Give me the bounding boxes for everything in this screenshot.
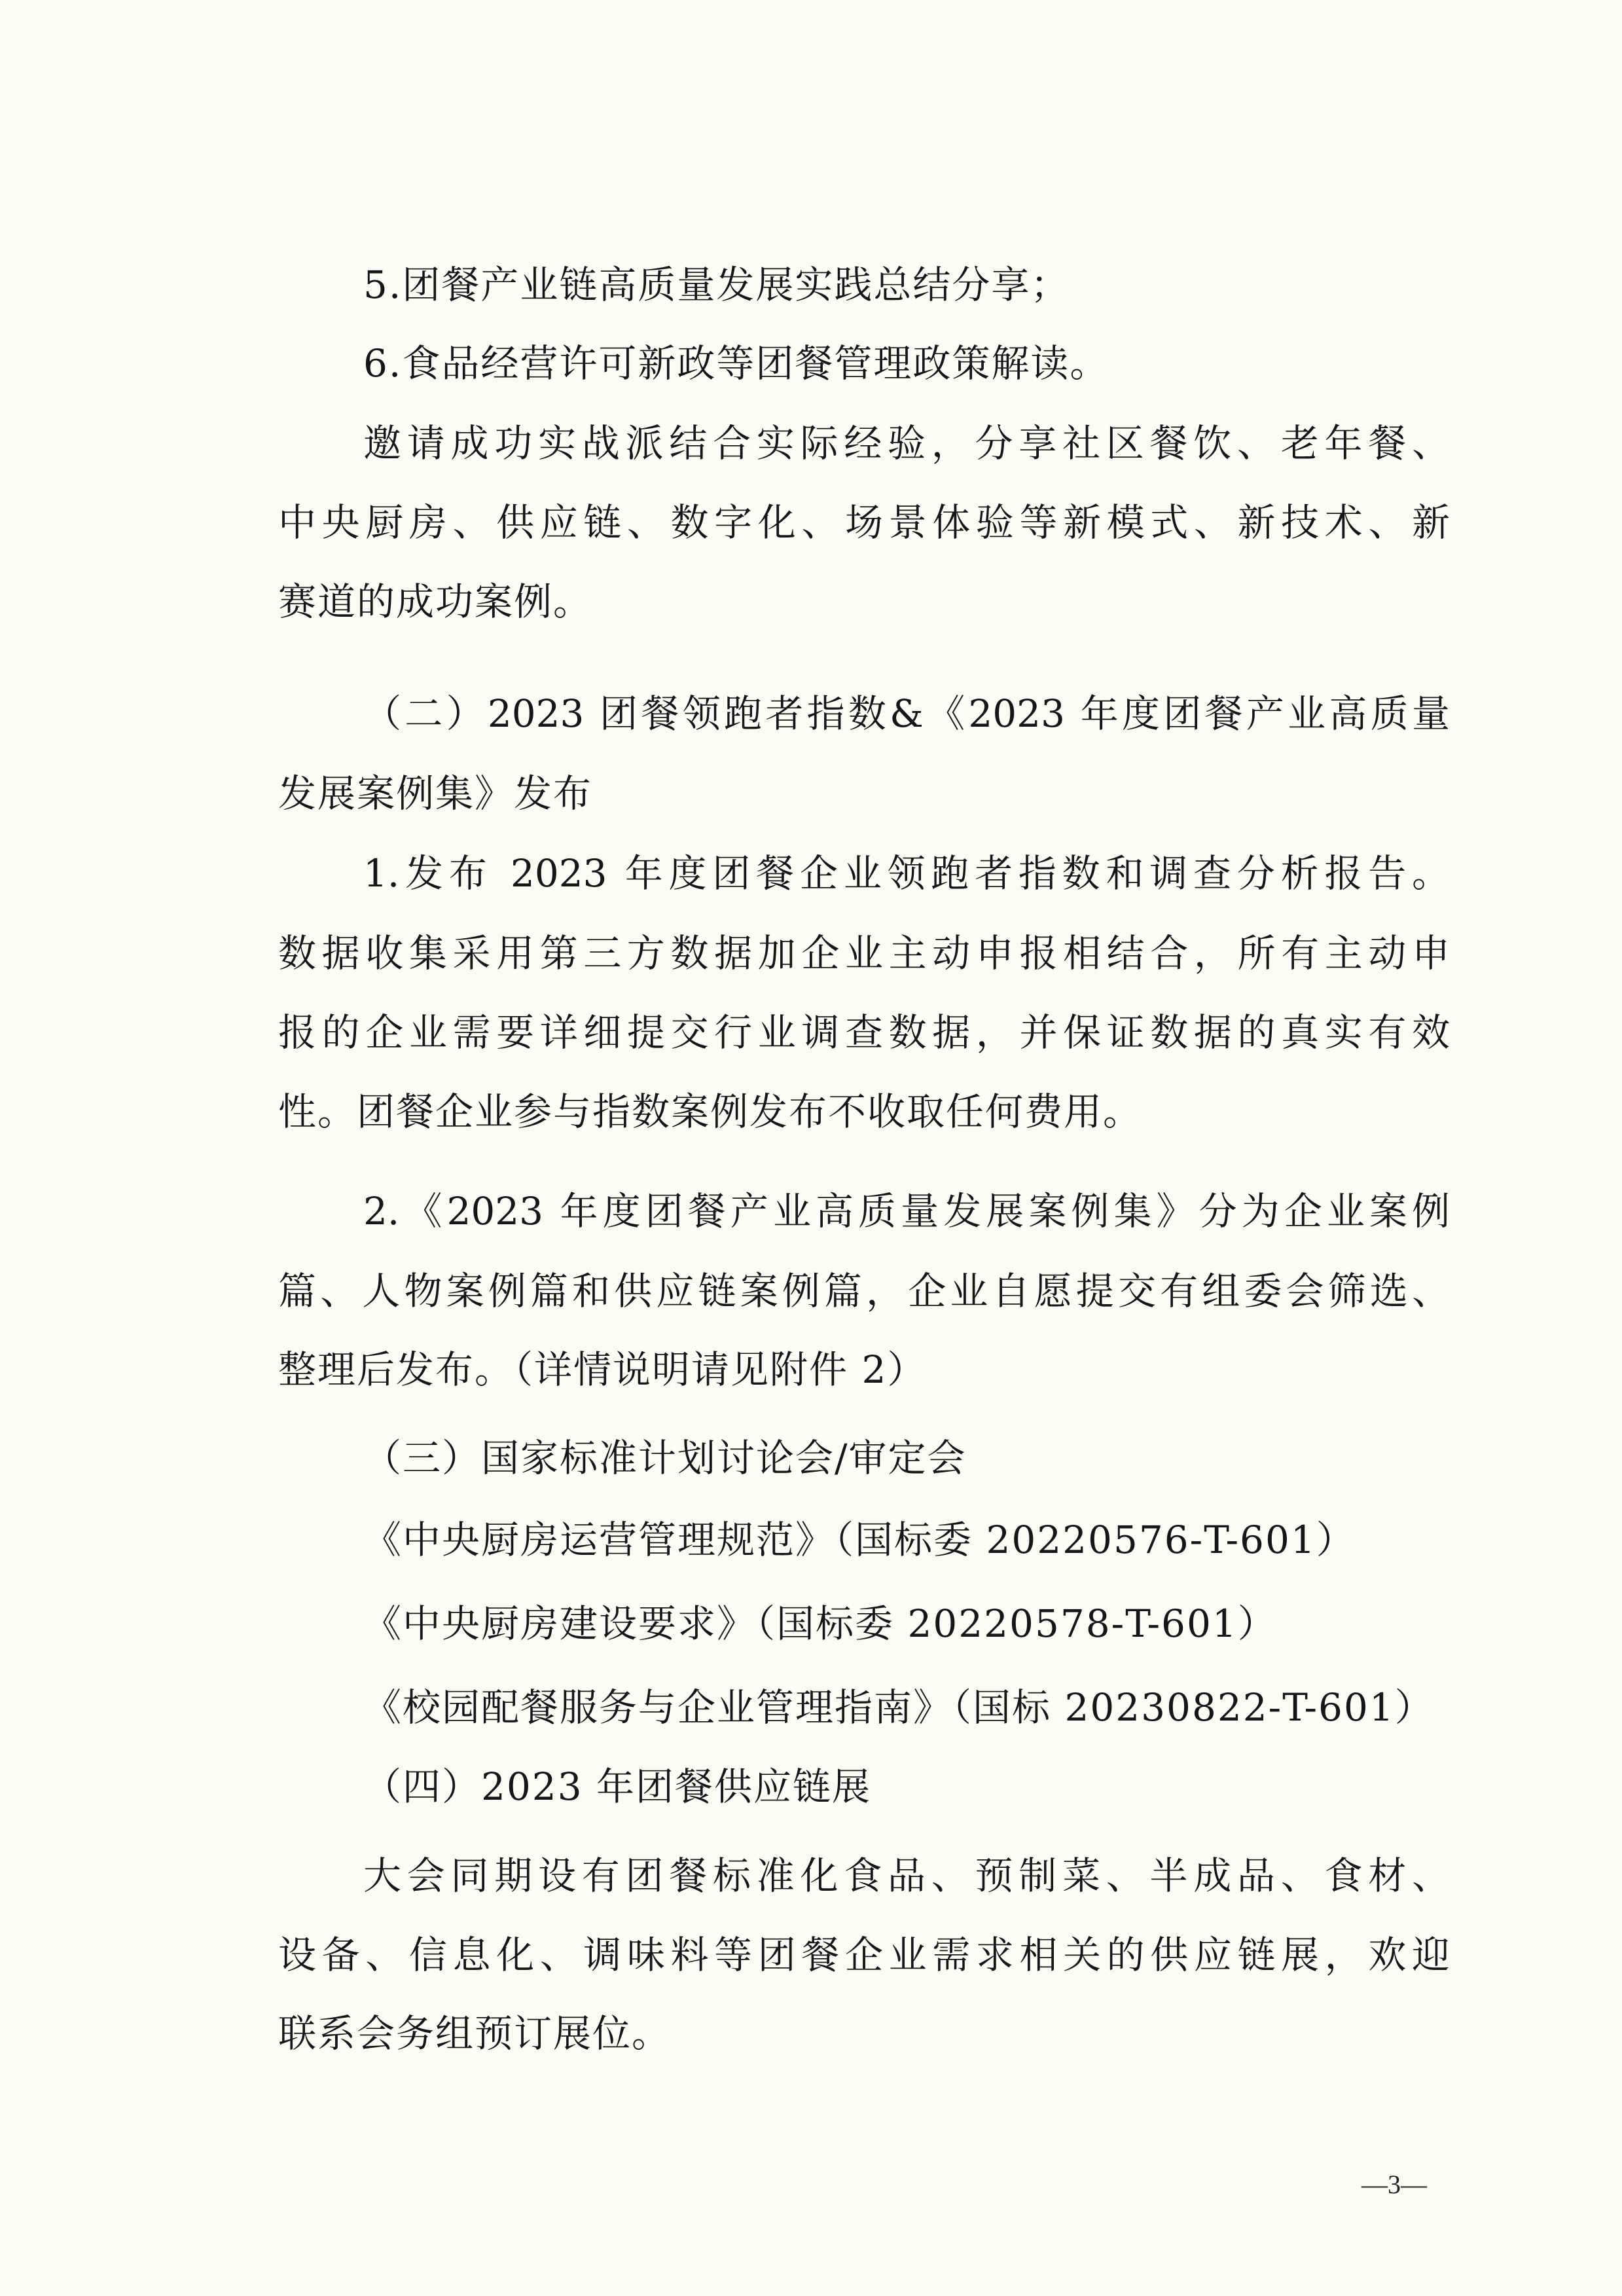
paragraph-line: 篇、人物案例篇和供应链案例篇，企业自愿提交有组委会筛选、 [278,1269,1450,1313]
standard-item: 《中央厨房运营管理规范》（国标委 20220576-T-601） [363,1518,1356,1562]
paragraph-line: 报的企业需要详细提交行业调查数据，并保证数据的真实有效 [278,1010,1450,1055]
standard-item: 《校园配餐服务与企业管理指南》（国标 20230822-T-601） [363,1685,1434,1730]
paragraph-line: 1.发布 2023 年度团餐企业领跑者指数和调查分析报告。 [363,851,1450,896]
paragraph-line: 大会同期设有团餐标准化食品、预制菜、半成品、食材、 [363,1853,1450,1898]
list-item-6: 6.食品经营许可新政等团餐管理政策解读。 [363,341,1109,386]
paragraph-line: 联系会务组预订展位。 [278,2011,672,2056]
paragraph-line: 性。团餐企业参与指数案例发布不收取任何费用。 [278,1089,1143,1134]
paragraph-line: 2.《2023 年度团餐产业高质量发展案例集》分为企业案例 [363,1189,1450,1233]
list-item-5: 5.团餐产业链高质量发展实践总结分享； [363,263,1070,307]
standard-item: 《中央厨房建设要求》（国标委 20220578-T-601） [363,1601,1277,1646]
section-heading-2-continued: 发展案例集》发布 [278,771,593,816]
paragraph-line: 赛道的成功案例。 [278,579,593,624]
paragraph-line: 中央厨房、供应链、数字化、场景体验等新模式、新技术、新 [278,500,1450,545]
paragraph-line: 邀请成功实战派结合实际经验，分享社区餐饮、老年餐、 [363,421,1450,465]
section-heading-2: （二）2023 团餐领跑者指数&《2023 年度团餐产业高质量 [363,691,1450,736]
paragraph-line: 数据收集采用第三方数据加企业主动申报相结合，所有主动申 [278,931,1450,975]
page-number: —3— [1361,2170,1427,2199]
paragraph-line: 整理后发布。（详情说明请见附件 2） [278,1347,927,1392]
section-heading-3: （三）国家标准计划讨论会/审定会 [363,1436,967,1480]
paragraph-line: 设备、信息化、调味料等团餐企业需求相关的供应链展，欢迎 [278,1933,1450,1977]
section-heading-4: （四）2023 年团餐供应链展 [363,1764,872,1809]
